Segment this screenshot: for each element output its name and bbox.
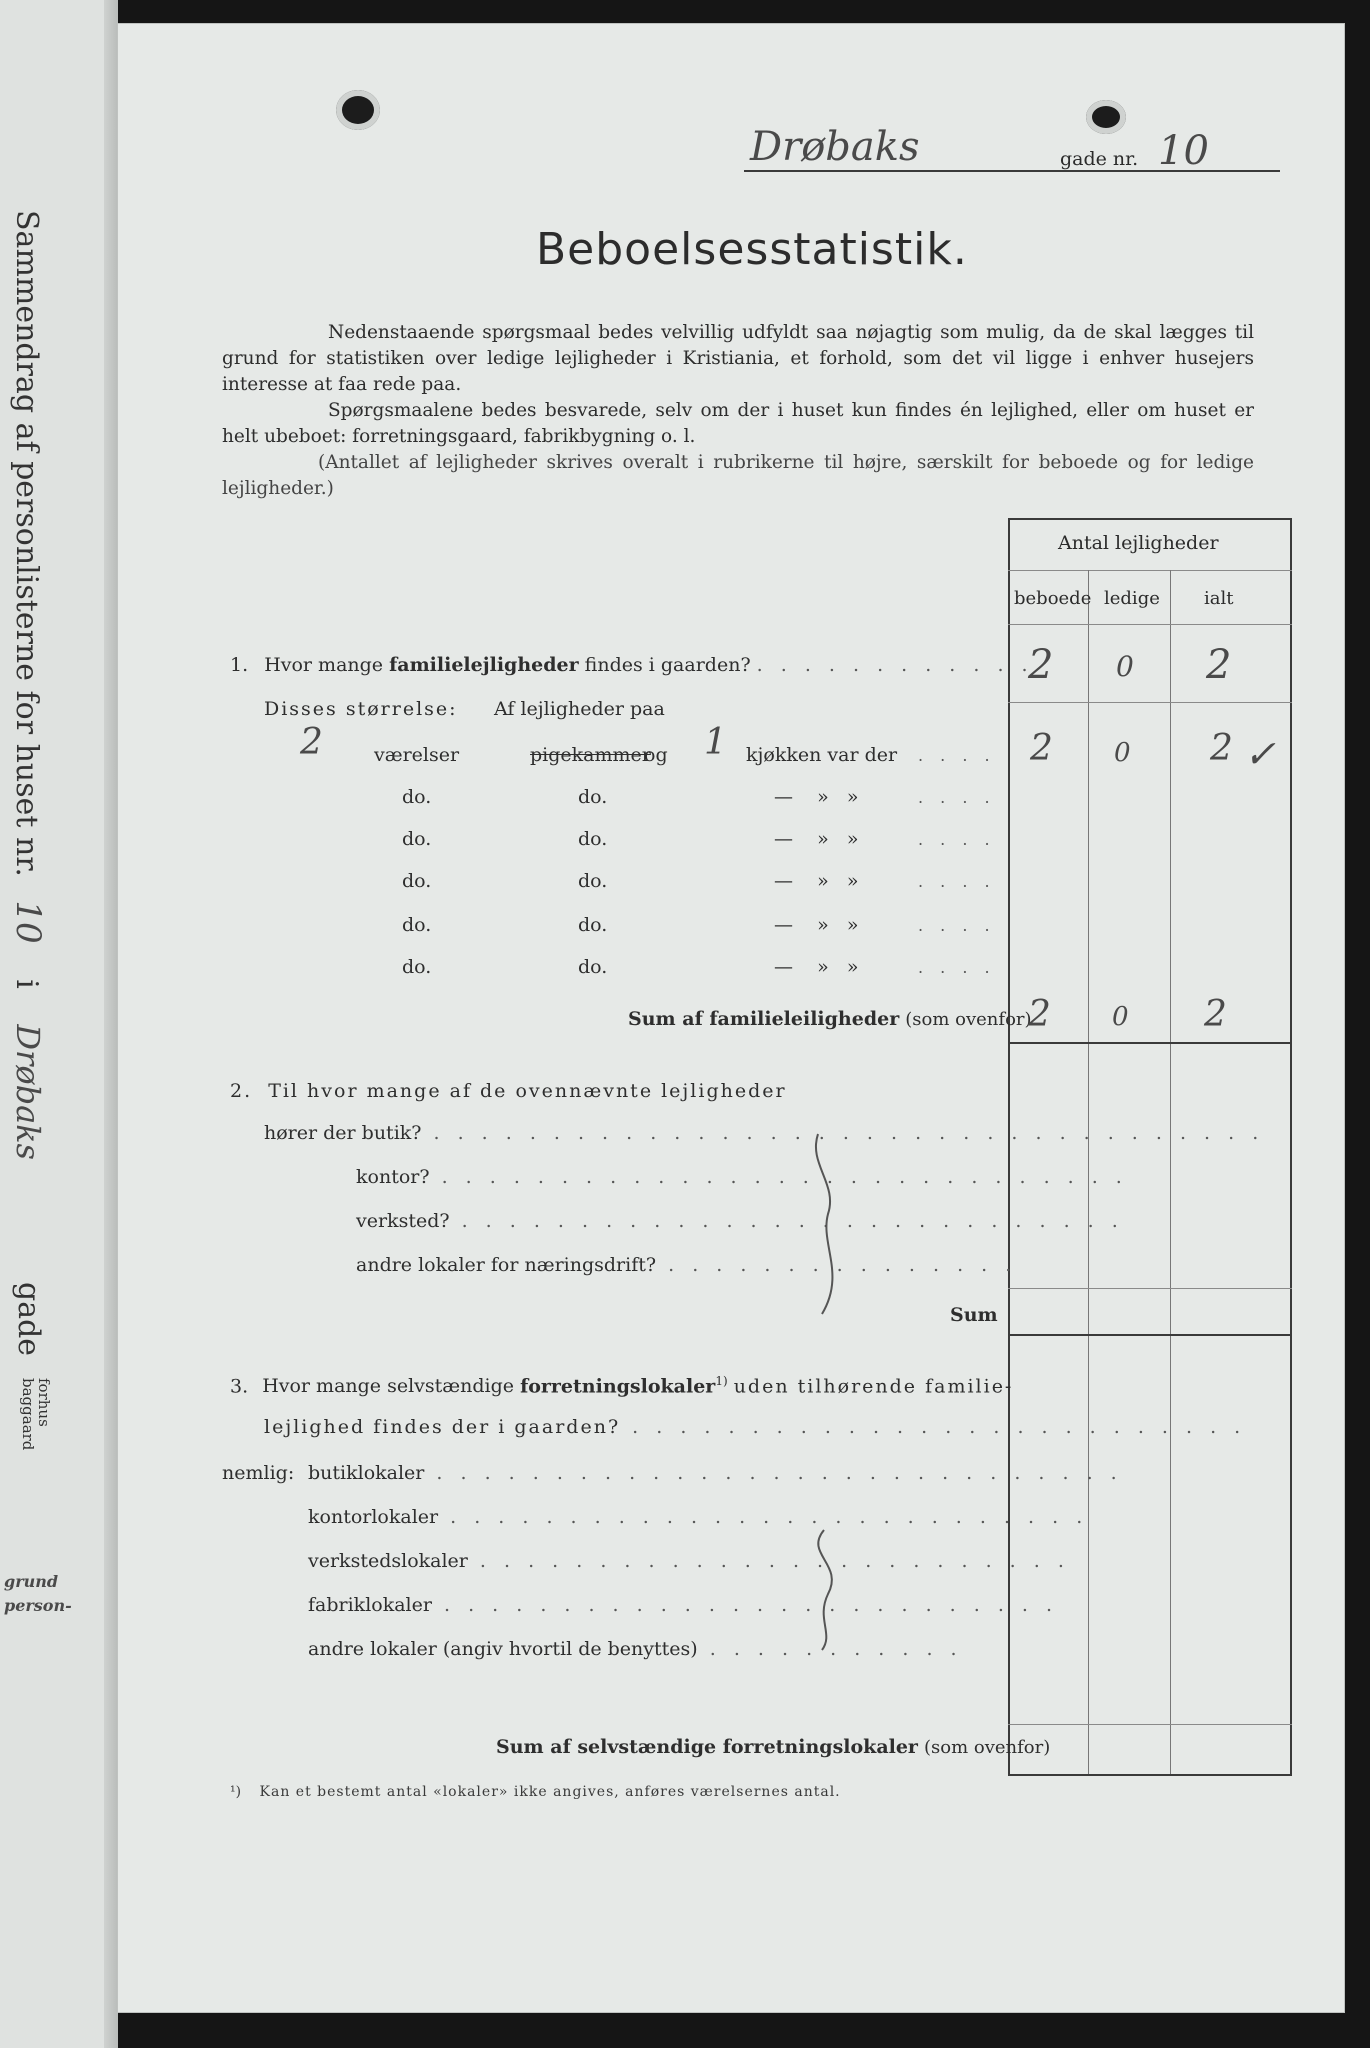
- q1-sizes-label: Disses størrelse:: [264, 698, 458, 720]
- q2-andre: andre lokaler for næringsdrift?: [356, 1254, 657, 1276]
- row1-rooms-handwritten: 2: [300, 722, 323, 763]
- q2-verksted: verksted?: [356, 1210, 450, 1232]
- left-vertical-text: Sammendrag af personlisterne for huset nr.: [9, 210, 44, 877]
- q3-item-5-line: [308, 1638, 963, 1660]
- q3-sum-label: Sum af selvstændige forretningslokaler: [496, 1736, 918, 1758]
- q1-sizes-sub: Af lejligheder paa: [494, 698, 665, 720]
- q3-sum-note: (som ovenfor): [924, 1737, 1051, 1758]
- do-row-5-quote-2: »: [846, 914, 859, 936]
- q1-sum-line: [628, 1008, 1032, 1030]
- row1-og: og: [644, 744, 668, 766]
- q1-leader: . . . . . . . . . . . .: [756, 654, 1034, 676]
- q2-andre-leader: . . . . . . . . . . . . . . .: [656, 1254, 1018, 1276]
- q3-item-andre: andre lokaler (angiv hvortil de benyttes): [308, 1638, 698, 1660]
- row1-kjokken: kjøkken var der: [746, 744, 898, 766]
- footnote-text: Kan et bestemt antal «lokaler» ikke angives, anføres værelsernes antal.: [259, 1784, 841, 1800]
- q3-text-a: Hvor mange selvstændige: [262, 1375, 515, 1398]
- q2-sum-rule: [1008, 1334, 1292, 1336]
- q2-line: [230, 1080, 787, 1102]
- q3-line2-text: lejlighed findes der i gaarden?: [264, 1416, 621, 1438]
- q2-butik-line: [264, 1122, 1264, 1144]
- row1-leader: . . . .: [918, 746, 996, 765]
- do-row-6-label-b: do.: [578, 956, 608, 978]
- do-row-4-dash: —: [774, 870, 793, 892]
- do-row-2-leader: . . . .: [918, 788, 996, 807]
- q1-answer-ledige: 0: [1116, 650, 1134, 683]
- q1-line: [230, 654, 1034, 676]
- do-row-6-leader: . . . .: [918, 958, 996, 977]
- q3-item-fabrik: fabriklokaler: [308, 1594, 432, 1616]
- q1-text-bold: familielejligheder: [389, 654, 579, 676]
- q3-text-c: uden tilhørende familie-: [733, 1375, 1014, 1398]
- q1-sum-ialt: 2: [1204, 994, 1227, 1035]
- q3-item-1-line: [308, 1462, 1123, 1484]
- q3-brace-mark: [804, 1524, 844, 1654]
- q2-sum-label: Sum: [950, 1304, 998, 1326]
- q3-text-bold: forretningslokaler: [520, 1375, 716, 1398]
- q3-nemlig: nemlig:: [222, 1462, 295, 1484]
- q2-butik: hører der butik?: [264, 1122, 422, 1144]
- do-row-2-label: do.: [402, 786, 432, 808]
- q1-sum-ledige: 0: [1112, 1002, 1129, 1032]
- row1-answer-ialt: 2: [1210, 728, 1233, 769]
- q3-item-3-leader: . . . . . . . . . . . . . . . . . . . . . . . . .: [467, 1550, 1070, 1572]
- do-row-5-label-b: do.: [578, 914, 608, 936]
- gade-nr-label: gade nr.: [1060, 148, 1139, 170]
- q2-kontor-leader: . . . . . . . . . . . . . . . . . . . . . . . . . . . . .: [429, 1166, 1128, 1188]
- q3-item-butik: butiklokaler: [308, 1462, 425, 1484]
- do-row-3-leader: . . . .: [918, 830, 996, 849]
- q3-line-2: [264, 1416, 1246, 1438]
- q2-andre-line: [356, 1254, 1017, 1276]
- do-row-3-dash: —: [774, 828, 793, 850]
- q3-footnote-mark: 1): [715, 1374, 728, 1388]
- q2-number: 2.: [230, 1080, 253, 1102]
- q3-item-5-leader: . . . . . . . . . . .: [697, 1638, 963, 1660]
- q1-answer-ialt: 2: [1206, 642, 1232, 688]
- do-row-5-marks: [774, 914, 859, 936]
- q1-text-a: Hvor mange: [264, 654, 384, 676]
- do-row-3-quote-2: »: [846, 828, 859, 850]
- page-fold: [104, 0, 118, 2048]
- left-baggaard: baggaard: [19, 1378, 37, 1451]
- q3-item-3-line: [308, 1550, 1070, 1572]
- table-left-border: [1008, 518, 1010, 1774]
- q2-butik-leader: . . . . . . . . . . . . . . . . . . . . . . . . . . . . . . . . . . .: [421, 1122, 1265, 1144]
- do-row-3-marks: [774, 828, 859, 850]
- q3-line2-leader: . . . . . . . . . . . . . . . . . . . . . . . . . .: [620, 1416, 1247, 1438]
- q2-kontor-line: [356, 1166, 1128, 1188]
- q2-verksted-line: [356, 1210, 1124, 1232]
- do-row-4-label: do.: [402, 870, 432, 892]
- q3-item-4-line: [308, 1594, 1058, 1616]
- do-row-3-quote-1: »: [817, 828, 829, 850]
- left-forhus: forhus: [35, 1378, 53, 1427]
- do-row-3-label-b: do.: [578, 828, 608, 850]
- do-row-4-quote-1: »: [817, 870, 829, 892]
- do-row-6-dash: —: [774, 956, 793, 978]
- table-group-header: Antal lejligheder: [1058, 532, 1219, 554]
- q1-sum-label: Sum af familieleiligheder: [628, 1008, 900, 1030]
- q2-text: Til hvor mange af de ovennævnte lejligheder: [268, 1080, 787, 1102]
- do-row-4-leader: . . . .: [918, 872, 996, 891]
- left-house-number: 10: [8, 900, 48, 944]
- q1-sum-note: (som ovenfor): [905, 1009, 1032, 1030]
- left-street-name: Drøbaks: [9, 1024, 47, 1160]
- q1-sum-rule: [1008, 1042, 1292, 1044]
- do-row-5-quote-1: »: [817, 914, 829, 936]
- punch-hole-2: [1086, 100, 1126, 134]
- q3-item-1-leader: . . . . . . . . . . . . . . . . . . . . . . . . . . . . .: [424, 1462, 1123, 1484]
- footnote: [230, 1784, 841, 1800]
- q1-sum-beboede: 2: [1028, 994, 1051, 1035]
- do-row-6-marks: [774, 956, 859, 978]
- table-right-border: [1290, 518, 1292, 1774]
- q3-number: 3.: [230, 1375, 249, 1398]
- do-row-5-label: do.: [402, 914, 432, 936]
- row1-answer-ledige: 0: [1114, 738, 1131, 768]
- table-header-bottom: [1008, 624, 1292, 625]
- col-header-ledige: ledige: [1104, 588, 1160, 609]
- q3-item-4-leader: . . . . . . . . . . . . . . . . . . . . . . . . . .: [431, 1594, 1059, 1616]
- row1-vaerelser: værelser: [374, 744, 460, 766]
- do-row-2-marks: [774, 786, 859, 808]
- left-person: person-: [4, 1596, 72, 1615]
- q1-answer-beboede: 2: [1028, 642, 1054, 688]
- do-row-4-marks: [774, 870, 859, 892]
- q2-sum-top-rule: [1008, 1288, 1292, 1289]
- left-grund: grund: [4, 1572, 59, 1591]
- row1-kitchen-handwritten: 1: [704, 722, 727, 763]
- table-header-divider: [1008, 570, 1292, 571]
- do-row-3-label: do.: [402, 828, 432, 850]
- q1-row-divider: [1008, 702, 1292, 703]
- q1-text-c: findes i gaarden?: [584, 654, 751, 676]
- col-header-beboede: beboede: [1014, 588, 1092, 609]
- form-page: [118, 24, 1344, 2012]
- q1-number: 1.: [230, 654, 249, 676]
- intro-paragraph-3: (Antallet af lejligheder skrives overalt i rubrikerne til højre, særskilt for beboede og for ledige lejligheder.): [222, 452, 1254, 499]
- gade-nr-handwritten: 10: [1158, 128, 1209, 174]
- do-row-2-quote-2: »: [846, 786, 859, 808]
- do-row-4-label-b: do.: [578, 870, 608, 892]
- q3-sum-top-rule: [1008, 1724, 1292, 1725]
- page-title: Beboelsesstatistik.: [536, 224, 968, 275]
- do-row-6-label: do.: [402, 956, 432, 978]
- do-row-6-quote-2: »: [846, 956, 859, 978]
- do-row-4-quote-2: »: [846, 870, 859, 892]
- do-row-2-label-b: do.: [578, 786, 608, 808]
- left-forhus-baggaard: [20, 1378, 52, 1450]
- left-gade-label: gade: [11, 1282, 46, 1357]
- left-i-label: i: [9, 979, 44, 989]
- do-row-5-leader: . . . .: [918, 916, 996, 935]
- q3-item-2-line: [308, 1506, 1088, 1528]
- col-header-ialt: ialt: [1204, 588, 1234, 609]
- q3-sum-line: [496, 1736, 1050, 1758]
- q3-line: [230, 1374, 1013, 1397]
- q3-item-2-leader: . . . . . . . . . . . . . . . . . . . . . . . . . . .: [438, 1506, 1089, 1528]
- table-top-border: [1008, 518, 1292, 520]
- q2-verksted-leader: . . . . . . . . . . . . . . . . . . . . . . . . . . . .: [449, 1210, 1124, 1232]
- left-vertical-heading: [8, 210, 48, 1160]
- intro-paragraph-1: Nedenstaaende spørgsmaal bedes velvillig udfyldt saa nøjagtig som mulig, da de skal lægges til grund for statistiken over ledige lejligheder i Kristiania, et forhold, som det vil ligge i enhver husejers interesse at faa rede paa.: [222, 322, 1254, 395]
- do-row-5-dash: —: [774, 914, 793, 936]
- street-name-handwritten: Drøbaks: [750, 124, 920, 170]
- row1-pigekammer: pigekammer: [530, 744, 651, 766]
- left-page: [0, 0, 118, 2048]
- punch-hole: [336, 90, 380, 130]
- q3-item-kontor: kontorlokaler: [308, 1506, 439, 1528]
- do-row-2-quote-1: »: [817, 786, 829, 808]
- do-row-6-quote-1: »: [817, 956, 829, 978]
- q3-sum-rule: [1008, 1774, 1292, 1776]
- row1-answer-beboede: 2: [1030, 728, 1053, 769]
- intro-paragraph-2: Spørgsmaalene bedes besvarede, selv om der i huset kun findes én lejlighed, eller om huset er helt ubeboet: forretningsgaard, fabrikbygning o. l.: [222, 400, 1254, 447]
- q2-kontor: kontor?: [356, 1166, 430, 1188]
- footnote-mark: ¹): [230, 1784, 242, 1800]
- col-divider-2: [1170, 570, 1171, 1774]
- row1-check-mark: ✓: [1244, 732, 1276, 776]
- do-row-2-dash: —: [774, 786, 793, 808]
- q2-brace-mark: [808, 1124, 848, 1324]
- q3-item-verksted: verkstedslokaler: [308, 1550, 468, 1572]
